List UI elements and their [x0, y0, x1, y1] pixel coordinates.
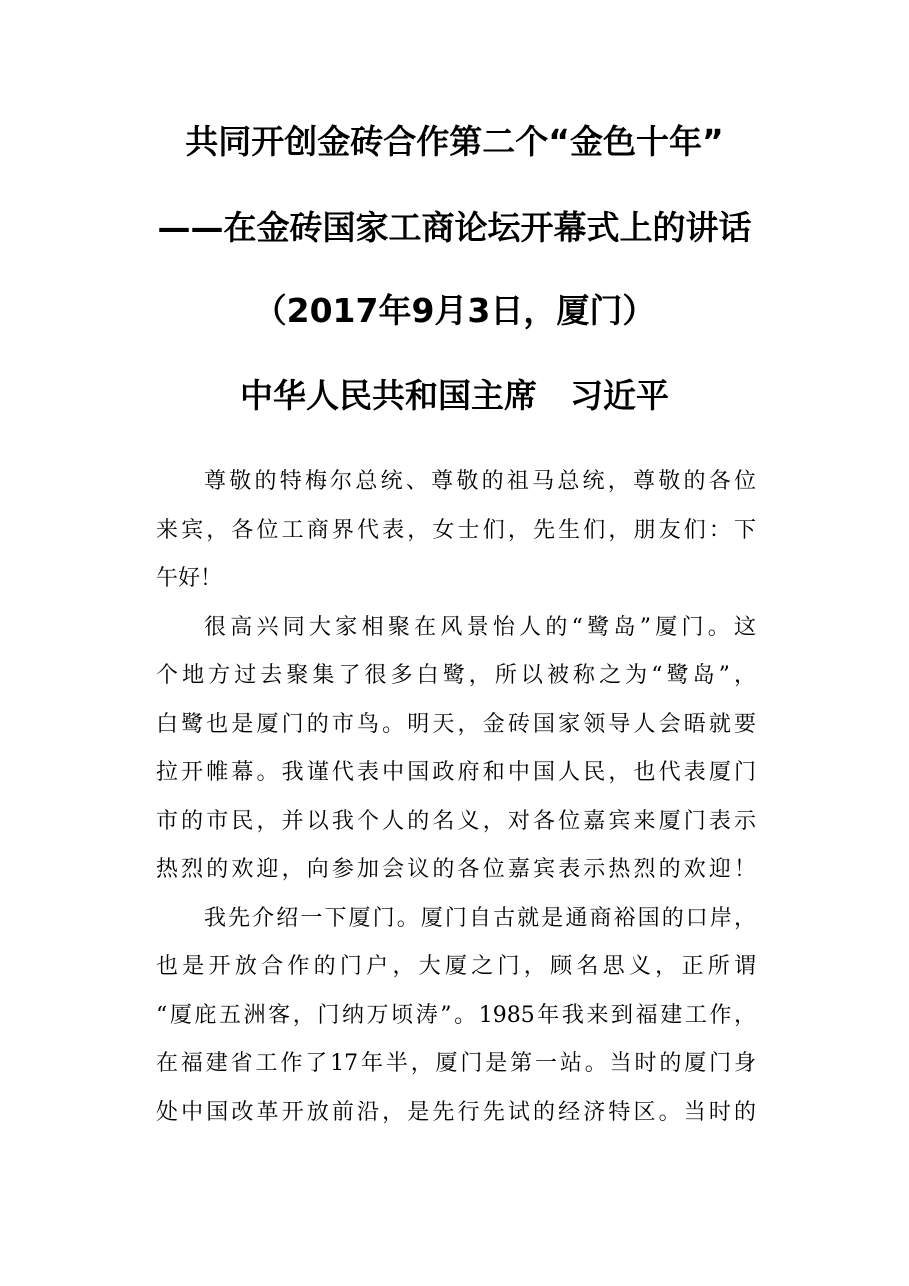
text-line: 白鹭也是厦门的市鸟。明天，金砖国家领导人会晤就要 — [156, 711, 756, 737]
text-line: 处中国改革开放前沿，是先行先试的经济特区。当时的 — [156, 1099, 756, 1125]
speech-body — [156, 458, 756, 1137]
text-line: 午好！ — [156, 566, 223, 591]
paragraph — [156, 604, 756, 895]
text-line: 来宾，各位工商界代表，女士们，先生们，朋友们：下 — [156, 517, 756, 543]
text-line: 个地方过去聚集了很多白鹭，所以被称之为“鹭岛”， — [156, 663, 756, 688]
speech-date-location: （2017年9月3日，厦门） — [253, 291, 656, 330]
speech-title: 共同开创金砖合作第二个“金色十年” — [185, 122, 724, 161]
text-line: 热烈的欢迎，向参加会议的各位嘉宾表示热烈的欢迎！ — [156, 857, 756, 882]
speech-subtitle: ——在金砖国家工商论坛开幕式上的讲话 — [157, 208, 752, 247]
paragraph — [156, 458, 756, 604]
text-line: 尊敬的特梅尔总统、尊敬的祖马总统，尊敬的各位 — [204, 469, 756, 494]
text-line: 也是开放合作的门户，大厦之门，顾名思义，正所谓 — [156, 954, 756, 979]
paragraph — [156, 895, 756, 1138]
speech-author: 中华人民共和国主席 习近平 — [240, 376, 669, 415]
text-line: 我先介绍一下厦门。厦门自古就是通商裕国的口岸， — [204, 905, 756, 931]
text-line: 在福建省工作了17年半，厦门是第一站。当时的厦门身 — [156, 1051, 756, 1076]
text-line: “厦庇五洲客，门纳万顷涛”。1985年我来到福建工作， — [156, 1002, 756, 1028]
text-line: 拉开帷幕。我谨代表中国政府和中国人民，也代表厦门 — [156, 760, 756, 785]
text-line: 很高兴同大家相聚在风景怡人的“鹭岛”厦门。这 — [204, 614, 756, 640]
text-line: 市的市民，并以我个人的名义，对各位嘉宾来厦门表示 — [156, 808, 756, 834]
